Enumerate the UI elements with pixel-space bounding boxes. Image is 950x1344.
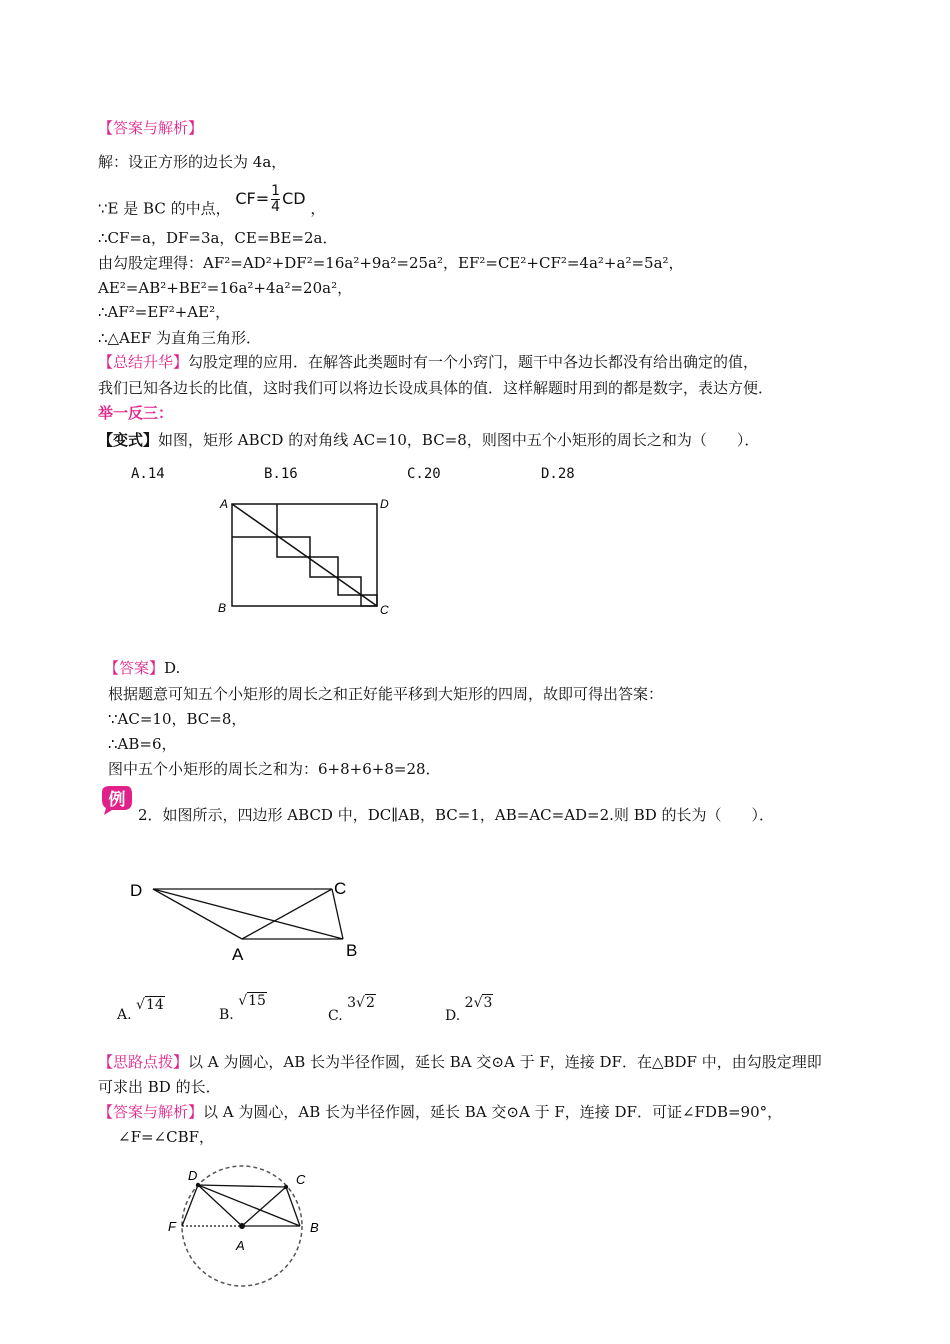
solution-line-5: AE²=AB²+BE²=16a²+4a²=20a²， bbox=[98, 279, 353, 297]
solution-line-1: 解：设正方形的边长为 4a， bbox=[98, 153, 287, 171]
answer-tag: 【答案】 bbox=[104, 659, 165, 677]
summary-text: 勾股定理的应用．在解答此类题时有一个小窍门，题干中各边长都没有给出确定的值， bbox=[188, 353, 759, 371]
label-b: B bbox=[218, 601, 227, 615]
label-b: B bbox=[310, 1220, 319, 1235]
example-2-option-a bbox=[117, 996, 165, 1023]
variant-text: 如图，矩形 ABCD 的对角线 AC=10，BC=8，则图中五个小矩形的周长之和为（ ）． bbox=[158, 431, 760, 449]
example-2-option-b bbox=[219, 992, 267, 1023]
label-f: F bbox=[168, 1219, 176, 1234]
center-point-a bbox=[239, 1223, 245, 1229]
segment-cb bbox=[286, 1187, 300, 1226]
formula-lhs: CF= bbox=[235, 189, 270, 208]
sqrt-icon: √ bbox=[136, 997, 145, 1013]
rectangle-staircase-figure bbox=[210, 490, 400, 620]
answer-analysis-heading: 【答案与解析】 bbox=[98, 119, 204, 137]
hint-tag: 【思路点拨】 bbox=[98, 1053, 189, 1071]
radicand: 14 bbox=[145, 997, 164, 1013]
diagonal-ac bbox=[232, 504, 377, 606]
label-d: D bbox=[130, 881, 143, 900]
segment-db bbox=[153, 889, 343, 939]
label-c: C bbox=[296, 1172, 306, 1187]
example-badge-icon bbox=[98, 784, 134, 816]
line-2-suffix: ， bbox=[310, 199, 326, 218]
point-d bbox=[196, 1183, 200, 1187]
solution-line-6: ∴AF²=EF²+AE²， bbox=[98, 303, 231, 321]
fraction-denominator: 4 bbox=[271, 199, 281, 215]
hint-line-1 bbox=[98, 1052, 822, 1072]
sqrt-icon: √ bbox=[356, 995, 365, 1011]
label-b: B bbox=[346, 941, 358, 960]
example-2-question: 2．如图所示，四边形 ABCD 中，DC∥AB，BC=1，AB=AC=AD=2.则 BD 的长为（ ）． bbox=[138, 806, 775, 824]
variant-explanation-2: ∵AC=10，BC=8， bbox=[108, 710, 247, 728]
variant-option-b: B.16 bbox=[264, 466, 298, 482]
option-letter: B. bbox=[219, 1007, 234, 1023]
cf-formula bbox=[235, 184, 305, 215]
small-rect-3 bbox=[310, 557, 338, 577]
variant-tag: 【变式】 bbox=[98, 431, 159, 449]
variant-question bbox=[98, 430, 759, 450]
quadrilateral-figure bbox=[125, 872, 365, 972]
hint-text: 以 A 为圆心，AB 长为半径作圆，延长 BA 交⊙A 于 F，连接 DF．在△BDF 中，由勾股定理即 bbox=[188, 1053, 822, 1071]
segment-dc bbox=[198, 1185, 286, 1187]
label-d: D bbox=[188, 1168, 198, 1183]
example-2-option-c bbox=[328, 994, 376, 1024]
coefficient: 2 bbox=[464, 995, 474, 1011]
example-2-option-d bbox=[445, 994, 493, 1024]
label-a: A bbox=[220, 497, 229, 511]
variant-option-a: A.14 bbox=[131, 466, 165, 482]
variant-option-d: D.28 bbox=[541, 466, 575, 482]
solution-line-7: ∴△AEF 为直角三角形． bbox=[98, 329, 262, 347]
fraction-numerator: 1 bbox=[271, 183, 281, 199]
segment-da bbox=[198, 1185, 242, 1226]
option-letter: D. bbox=[445, 1008, 461, 1024]
label-a: A bbox=[232, 945, 244, 964]
circle-construction-figure bbox=[160, 1160, 340, 1290]
practice-heading: 举一反三： bbox=[98, 404, 174, 422]
solution-2-line-1 bbox=[98, 1102, 782, 1122]
solution-line-3: ∴CF=a，DF=3a，CE=BE=2a． bbox=[98, 229, 338, 247]
point-c bbox=[284, 1185, 288, 1189]
hint-line-2: 可求出 BD 的长． bbox=[98, 1078, 221, 1096]
radicand: 3 bbox=[483, 995, 493, 1011]
solution-line-4 bbox=[98, 253, 684, 273]
radicand: 15 bbox=[248, 993, 266, 1009]
radicand: 2 bbox=[365, 995, 375, 1011]
variant-answer bbox=[104, 658, 180, 678]
coefficient: 3 bbox=[347, 995, 357, 1011]
variant-explanation-1: 根据题意可知五个小矩形的周长之和正好能平移到大矩形的四周，故即可得出答案： bbox=[108, 685, 664, 703]
summary-line-2: 我们已知各边长的比值，这时我们可以将边长设成具体的值．这样解题时用到的都是数字，表达方便． bbox=[98, 379, 774, 397]
badge-label: 例 bbox=[108, 790, 126, 809]
variant-explanation-4: 图中五个小矩形的周长之和为：6+8+6+8=28． bbox=[108, 760, 441, 778]
segment-ac bbox=[242, 1187, 286, 1226]
line-4-formula: AF²=AD²+DF²=16a²+9a²=25a²，EF²=CE²+CF²=4a²+a²=5a²， bbox=[203, 254, 684, 272]
answer-value: D. bbox=[164, 659, 181, 677]
label-a: A bbox=[236, 1238, 245, 1253]
option-letter: A. bbox=[117, 1007, 132, 1023]
solution-2-line-2: ∠F=∠CBF， bbox=[118, 1128, 215, 1146]
sqrt-icon: √ bbox=[473, 995, 483, 1011]
segment-ac bbox=[242, 889, 332, 939]
fraction bbox=[271, 184, 280, 215]
solution-line-2-text: ∵E 是 BC 的中点， bbox=[98, 199, 231, 218]
solution-tag: 【答案与解析】 bbox=[98, 1103, 204, 1121]
label-d: D bbox=[380, 497, 389, 511]
summary-tag: 【总结升华】 bbox=[98, 353, 189, 371]
variant-explanation-3: ∴AB=6， bbox=[108, 735, 177, 753]
formula-rhs: CD bbox=[282, 189, 306, 208]
option-letter: C. bbox=[328, 1008, 343, 1024]
summary-line-1 bbox=[98, 352, 758, 372]
solution-text: 以 A 为圆心，AB 长为半径作圆，延长 BA 交⊙A 于 F，连接 DF．可证∠FDB=90°， bbox=[203, 1103, 783, 1121]
sqrt-icon: √ bbox=[238, 993, 248, 1009]
segment-fd bbox=[182, 1185, 198, 1226]
label-c: C bbox=[334, 879, 347, 898]
line-4-prefix: 由勾股定理得： bbox=[98, 254, 204, 272]
solution-line-2 bbox=[98, 183, 326, 225]
variant-option-c: C.20 bbox=[407, 466, 441, 482]
label-c: C bbox=[380, 603, 389, 617]
segment-da bbox=[153, 889, 242, 939]
